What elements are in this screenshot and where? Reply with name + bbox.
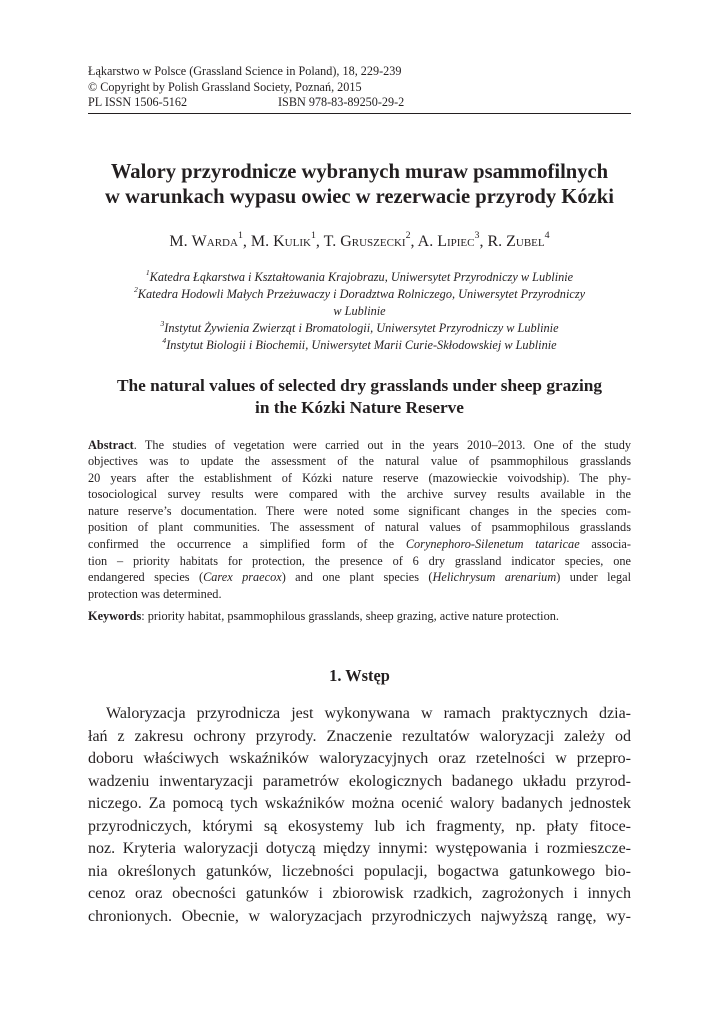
- body-line: przyrodniczych, którymi są ekosystemy lub ich fragmenty, np. płaty fitoce-: [88, 817, 631, 835]
- abstract-line: tosociological survey results were compared with the archive survey results available in the: [88, 487, 631, 502]
- isbn: ISBN 978-83-89250-29-2: [278, 95, 405, 109]
- abstract-line: confirmed the occurrence a simplified form of the Corynephoro-Silenetum tataricae associa-: [88, 537, 631, 552]
- affiliation-4: $^4$Instytut Biologii i Biochemii, Uniwersytet Marii Curie-Skłodowskiej w Lublinie: [162, 336, 557, 353]
- body-line: nia określonych gatunków, liczebności populacji, bogactwa gatunkowego bio-: [88, 862, 631, 880]
- title-polish: [88, 160, 631, 211]
- header-rule: [88, 113, 631, 114]
- abstract-line: Abstract. The studies of vegetation were carried out in the years 2010–2013. One of the study: [88, 437, 631, 452]
- body-line: niczego. Za pomocą tych wskaźników można ocenić walory badanych jednostek: [88, 795, 631, 813]
- journal-citation: Łąkarstwo w Polsce (Grassland Science in Poland), 18, 229-239: [88, 64, 402, 78]
- abstract-line: endangered species (Carex praecox) and one plant species (Helichrysum arenarium) under legal: [88, 570, 631, 585]
- abstract-line: nature reserve’s documentation. There were noted some significant changes in the species com-: [88, 503, 631, 518]
- journal-header: [88, 64, 631, 114]
- abstract-line: protection was determined.: [88, 586, 222, 601]
- affiliation-2-continued: w Lublinie: [333, 303, 386, 318]
- body-paragraph: [88, 703, 631, 928]
- body-line: noz. Kryteria waloryzacji dotyczą między innymi: występowania i rozmieszcze-: [88, 840, 631, 858]
- abstract-label: Abstract: [88, 437, 134, 452]
- article-page: [88, 64, 631, 928]
- abstract-line: tion – priority habitats for protection, the presence of 6 dry grassland indicator species, one: [88, 553, 631, 568]
- body-line: Waloryzacja przyrodnicza jest wykonywana w ramach praktycznych dzia-: [106, 705, 631, 723]
- body-line: łań z zakresu ochrony przyrody. Znaczenie rezultatów waloryzacji zależy od: [88, 727, 631, 745]
- abstract-line: 20 years after the establishment of Kózki nature reserve (mazowieckie voivodship). The phy-: [88, 470, 631, 485]
- author: M. Kulik$^1$: [250, 230, 316, 250]
- abstract-line: objectives was to update the assessment of the natural value of psammophilous grasslands: [88, 454, 631, 469]
- body-line: chronionych. Obecnie, w waloryzacjach przyrodniczych najwyższą rangę, wy-: [88, 907, 631, 925]
- issn: PL ISSN 1506-5162: [88, 95, 188, 109]
- author: R. Zubel$^4$: [487, 230, 550, 250]
- author: M. Warda$^1$: [169, 230, 243, 250]
- section-heading: 1. Wstęp: [329, 666, 390, 686]
- body-line: wadzeniu inwentaryzacji parametrów ekologicznych badanego układu przyrod-: [88, 772, 631, 790]
- title-english-line-1: The natural values of selected dry grasslands under sheep grazing: [116, 375, 602, 395]
- title-english: [88, 375, 631, 419]
- keywords: Keywords: priority habitat, psammophilous grasslands, sheep grazing, active nature protection.: [88, 609, 559, 624]
- affiliation-3: $^3$Instytut Żywienia Zwierząt i Bromatologii, Uniwersytet Przyrodniczy w Lublinie: [160, 319, 559, 336]
- copyright-line: © Copyright by Polish Grassland Society, Poznań, 2015: [88, 79, 362, 94]
- title-polish-line-1: Walory przyrodnicze wybranych muraw psammofilnych: [110, 160, 609, 183]
- author-list: M. Warda$^1$, M. Kulik$^1$, T. Gruszecki$^2$, A. Lipiec$^3$, R. Zubel$^4$: [169, 230, 550, 250]
- abstract-line: position of plant communities. The assessment of natural values of psammophilous grasslands: [88, 520, 631, 535]
- author: T. Gruszecki$^2$: [323, 230, 411, 250]
- affiliation-1: $^1$Katedra Łąkarstwa i Kształtowania Krajobrazu, Uniwersytet Przyrodniczy w Lublinie: [145, 267, 574, 284]
- abstract: [88, 437, 631, 603]
- affiliations: [88, 269, 631, 355]
- issn-isbn-row: [88, 95, 631, 111]
- title-polish-line-2: w warunkach wypasu owiec w rezerwacie przyrody Kózki: [105, 186, 614, 208]
- affiliation-2: $^2$Katedra Hodowli Małych Przeżuwaczy i Doradztwa Rolniczego, Uniwersytet Przyrodniczy: [133, 284, 586, 301]
- body-line: cenoz oraz obecności gatunków i zbiorowisk rzadkich, zagrożonych i innych: [88, 885, 631, 903]
- author: A. Lipiec$^3$: [417, 230, 480, 250]
- title-english-line-2: in the Kózki Nature Reserve: [255, 397, 464, 417]
- keywords-label: Keywords: [88, 609, 142, 624]
- body-line: doboru właściwych wskaźników waloryzacyjnych oraz rzetelności w przepro-: [88, 750, 631, 768]
